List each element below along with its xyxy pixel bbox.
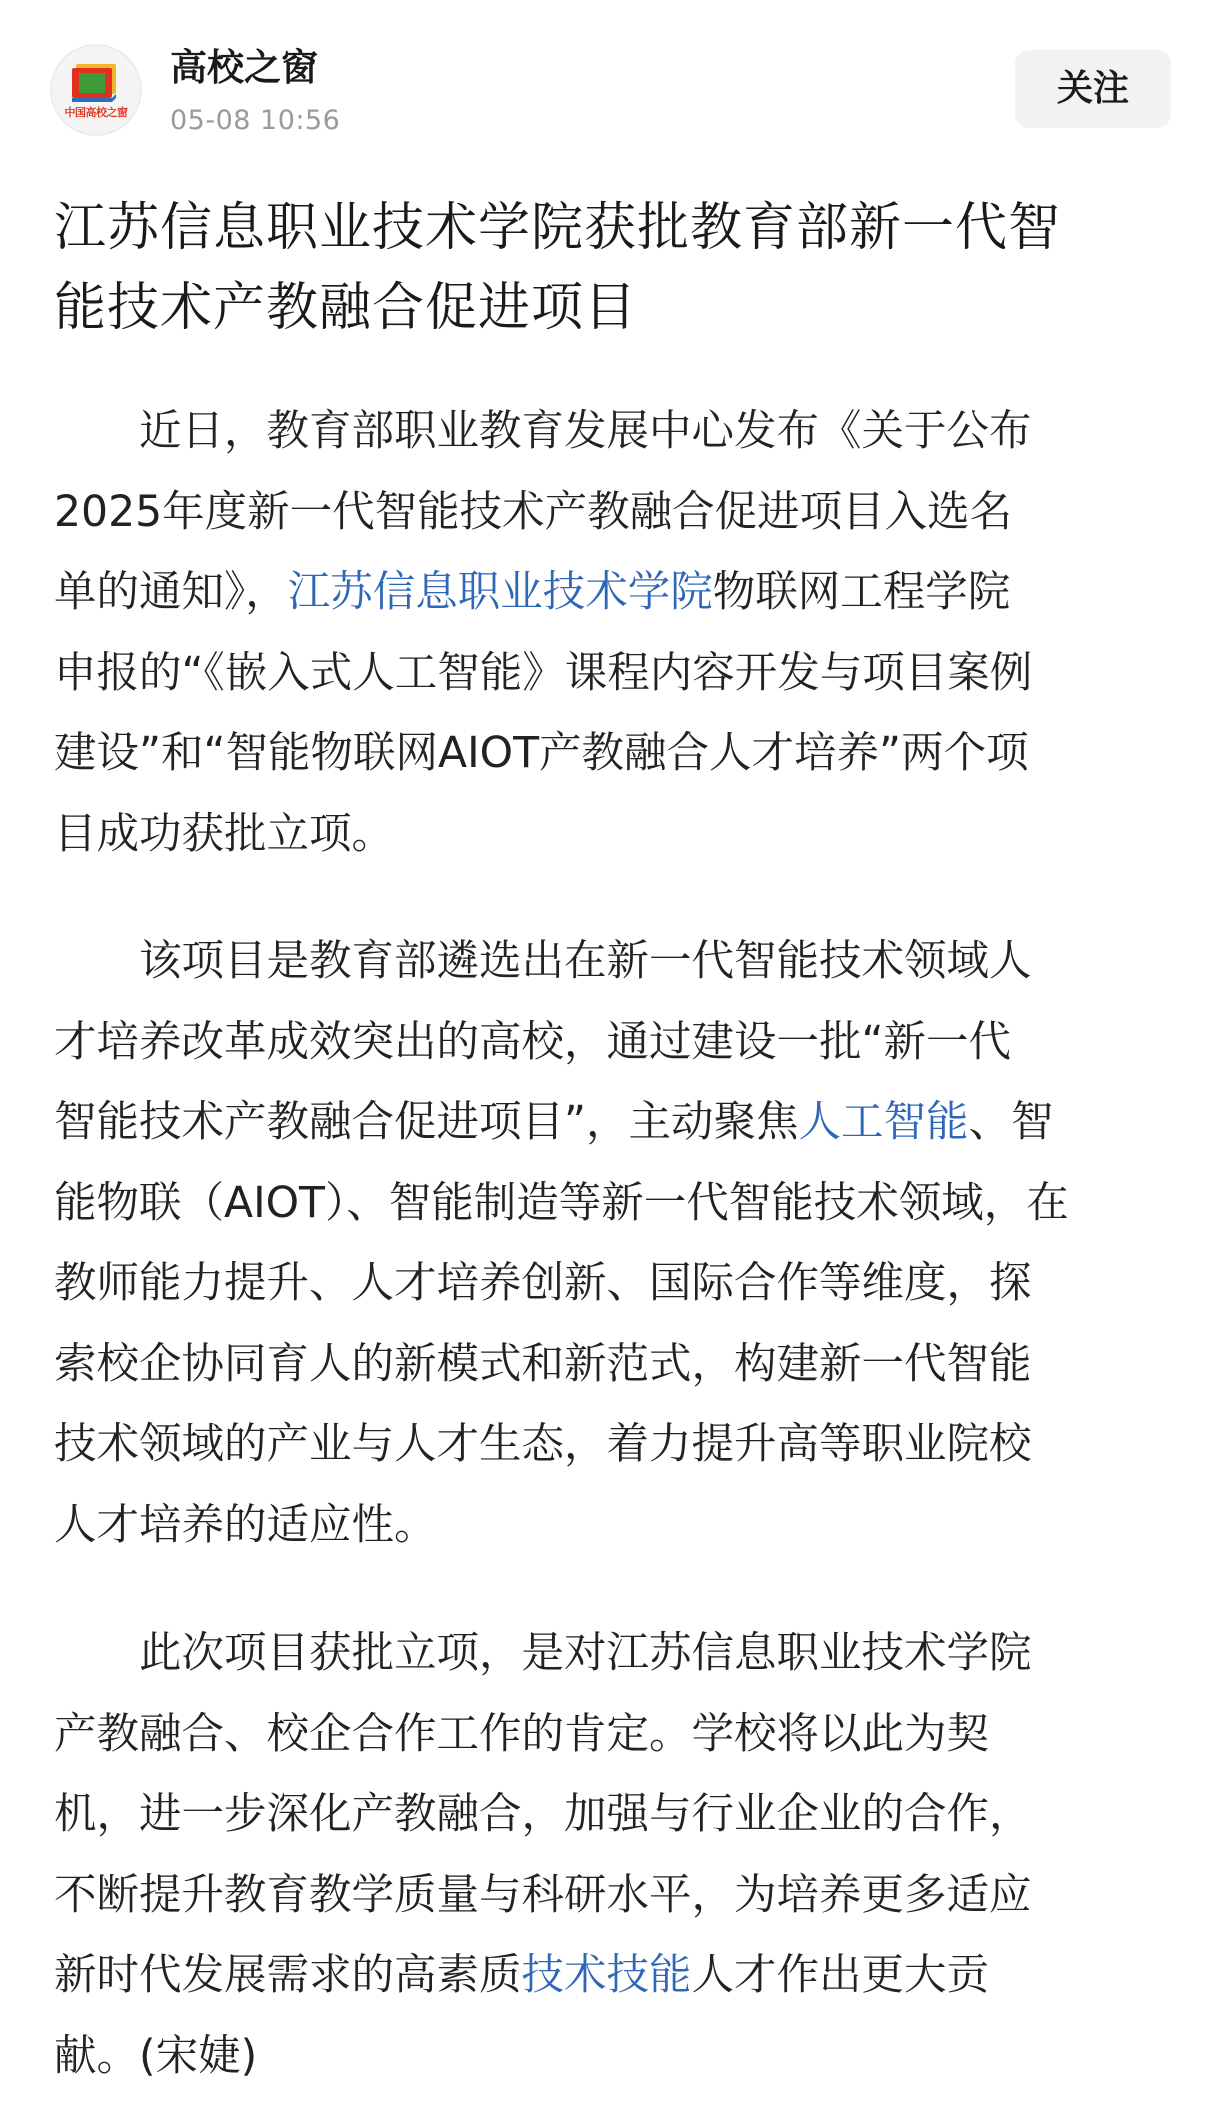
paragraph-line: 该项目是教育部遴选出在新一代智能技术领域人 xyxy=(139,937,1032,986)
article-title-line: 江苏信息职业技术学院获批教育部新一代智 xyxy=(54,198,1062,258)
paragraph-line: 人才培养的适应性。 xyxy=(54,1500,437,1550)
paragraph-line: 技术领域的产业与人才生态，着力提升高等职业院校 xyxy=(54,1420,1032,1469)
paragraph-line: 产教融合、校企合作工作的肯定。学校将以此为契 xyxy=(54,1709,990,1759)
paragraph-line: 不断提升教育教学质量与科研水平，为培养更多适应 xyxy=(54,1870,1032,1920)
avatar-caption: 中国高校之窗 xyxy=(64,106,128,119)
article-paragraph-1 xyxy=(54,392,1174,875)
post-header xyxy=(0,0,1220,170)
paragraph-text: 物联网工程学院 xyxy=(712,568,1011,617)
paragraph-text: 人才作出更大贡 xyxy=(691,1951,990,2000)
link-jiangsu-college[interactable]: 江苏信息职业技术学院 xyxy=(287,568,713,617)
paragraph-line: 建设”和“智能物联网AIOT产教融合人才培养”两个项 xyxy=(54,729,1029,778)
paragraph-line: 近日，教育部职业教育发展中心发布《关于公布 xyxy=(139,407,1032,456)
avatar[interactable] xyxy=(50,44,142,136)
article-paragraph-3 xyxy=(54,1614,1174,2097)
article-title-line: 能技术产教融合促进项目 xyxy=(54,278,638,338)
paragraph-line xyxy=(54,1083,1174,1164)
paragraph-line xyxy=(54,473,1174,554)
paragraph-text: 智能技术产教融合促进项目”，主动聚焦 xyxy=(54,1098,799,1147)
paragraph-text: 2025年度新一代智能技术产教融合促进项目入选名 xyxy=(54,487,1013,537)
account-name[interactable]: 高校之窗 xyxy=(170,46,318,89)
paragraph-text: 、智 xyxy=(968,1098,1054,1147)
paragraph-line: 此次项目获批立项，是对江苏信息职业技术学院 xyxy=(139,1629,1032,1678)
paragraph-text: 新时代发展需求的高素质 xyxy=(54,1951,522,2000)
paragraph-line: 教师能力提升、人才培养创新、国际合作等维度，探 xyxy=(54,1259,1032,1308)
paragraph-line: 申报的“《嵌入式人工智能》课程内容开发与项目案例 xyxy=(54,648,1033,698)
follow-button[interactable]: 关注 xyxy=(1015,50,1171,128)
article-title xyxy=(54,188,1174,348)
paragraph-line xyxy=(54,553,1174,634)
book-logo-icon xyxy=(52,46,140,134)
article-paragraph-2 xyxy=(54,922,1174,1566)
paragraph-line: 机，进一步深化产教融合，加强与行业企业的合作， xyxy=(54,1790,1032,1839)
paragraph-line: 目成功获批立项。 xyxy=(54,809,395,859)
paragraph-line: 索校企协同育人的新模式和新范式，构建新一代智能 xyxy=(54,1339,1032,1389)
paragraph-line: 献。(宋婕) xyxy=(54,2031,258,2081)
paragraph-text: 单的通知》， xyxy=(54,568,288,617)
link-technical-skills[interactable]: 技术技能 xyxy=(521,1951,692,2000)
paragraph-line: 能物联（AIOT）、智能制造等新一代智能技术领域，在 xyxy=(54,1178,1069,1228)
link-artificial-intelligence[interactable]: 人工智能 xyxy=(798,1098,969,1147)
paragraph-line xyxy=(54,1936,1174,2017)
post-timestamp: 05-08 10:56 xyxy=(170,105,341,136)
paragraph-line: 才培养改革成效突出的高校，通过建设一批“新一代 xyxy=(54,1017,1012,1067)
